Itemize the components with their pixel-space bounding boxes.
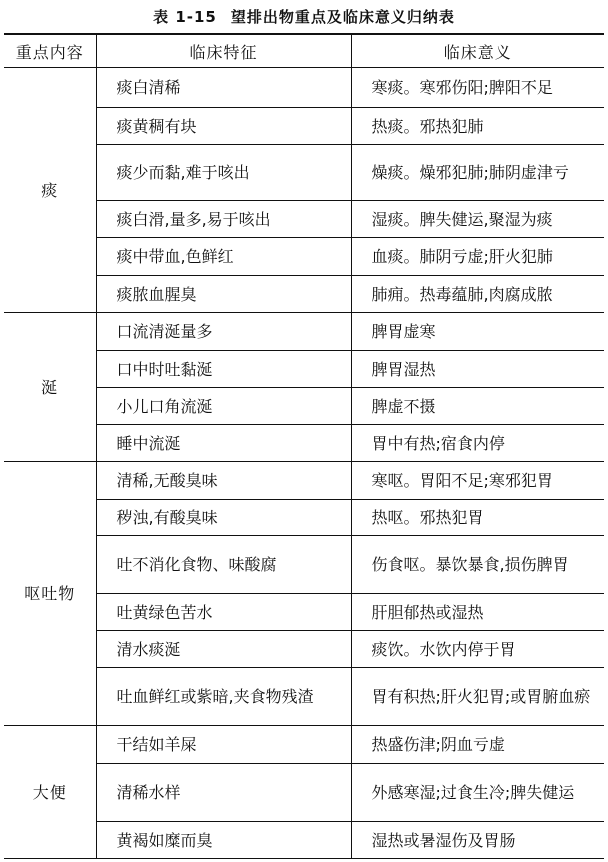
meaning-cell: 血痰。肺阴亏虚;肝火犯肺 bbox=[351, 238, 604, 276]
header-clinical-meaning: 临床意义 bbox=[443, 42, 512, 62]
feature-cell: 吐黄绿色苦水 bbox=[96, 594, 351, 631]
meaning-cell: 热痰。邪热犯肺 bbox=[351, 108, 604, 145]
category-cell-vomitus: 呕吐物 bbox=[4, 462, 96, 726]
meaning-cell: 寒呕。胃阳不足;寒邪犯胃 bbox=[351, 462, 604, 500]
feature-cell: 痰黄稠有块 bbox=[96, 108, 351, 145]
meaning-cell: 胃有积热;肝火犯胃;或胃腑血瘀 bbox=[351, 668, 604, 726]
category-cell-stool: 大便 bbox=[4, 726, 96, 859]
meaning-cell: 肺痈。热毒蕴肺,肉腐成脓 bbox=[351, 276, 604, 313]
meaning-cell: 伤食呕。暴饮暴食,损伤脾胃 bbox=[351, 536, 604, 594]
feature-cell: 睡中流涎 bbox=[96, 425, 351, 462]
feature-cell: 黄褐如糜而臭 bbox=[96, 822, 351, 859]
meaning-cell: 脾虚不摄 bbox=[351, 388, 604, 425]
meaning-cell: 湿热或暑湿伤及胃肠 bbox=[351, 822, 604, 859]
table-body bbox=[4, 68, 604, 859]
feature-cell: 干结如羊屎 bbox=[96, 726, 351, 764]
meaning-cell: 肝胆郁热或湿热 bbox=[351, 594, 604, 631]
feature-cell: 吐不消化食物、味酸腐 bbox=[96, 536, 351, 594]
feature-cell: 清稀水样 bbox=[96, 764, 351, 822]
feature-cell: 痰白滑,量多,易于咳出 bbox=[96, 201, 351, 238]
feature-cell: 清稀,无酸臭味 bbox=[96, 462, 351, 500]
feature-cell: 痰脓血腥臭 bbox=[96, 276, 351, 313]
meaning-cell: 脾胃湿热 bbox=[351, 351, 604, 388]
table-title: 望排出物重点及临床意义归纳表 bbox=[230, 8, 455, 26]
feature-cell: 小儿口角流涎 bbox=[96, 388, 351, 425]
feature-cell: 痰白清稀 bbox=[96, 68, 351, 108]
feature-cell: 秽浊,有酸臭味 bbox=[96, 500, 351, 536]
header-clinical-feature: 临床特征 bbox=[96, 34, 351, 68]
table-row bbox=[4, 462, 604, 500]
meaning-cell: 燥痰。燥邪犯肺;肺阴虚津亏 bbox=[351, 145, 604, 201]
table-header bbox=[4, 34, 604, 68]
feature-cell: 口中时吐黏涎 bbox=[96, 351, 351, 388]
meaning-cell: 脾胃虚寒 bbox=[351, 313, 604, 351]
meaning-cell: 胃中有热;宿食内停 bbox=[351, 425, 604, 462]
table-number: 表 1-15 bbox=[153, 8, 217, 26]
table-row bbox=[4, 68, 604, 108]
meaning-cell: 热盛伤津;阴血亏虚 bbox=[351, 726, 604, 764]
table-row bbox=[4, 313, 604, 351]
feature-cell: 口流清涎量多 bbox=[96, 313, 351, 351]
meaning-cell: 外感寒湿;过食生冷;脾失健运 bbox=[351, 764, 604, 822]
header-key-content: 重点内容 bbox=[4, 34, 96, 68]
summary-table bbox=[4, 33, 604, 859]
feature-cell: 痰中带血,色鲜红 bbox=[96, 238, 351, 276]
meaning-cell: 痰饮。水饮内停于胃 bbox=[351, 631, 604, 668]
category-cell-sputum: 痰 bbox=[4, 68, 96, 313]
meaning-cell: 寒痰。寒邪伤阳;脾阳不足 bbox=[351, 68, 604, 108]
meaning-cell: 热呕。邪热犯胃 bbox=[351, 500, 604, 536]
feature-cell: 清水痰涎 bbox=[96, 631, 351, 668]
table-row bbox=[4, 726, 604, 764]
meaning-cell: 湿痰。脾失健运,聚湿为痰 bbox=[351, 201, 604, 238]
feature-cell: 痰少而黏,难于咳出 bbox=[96, 145, 351, 201]
table-caption bbox=[0, 4, 608, 30]
header-row bbox=[4, 34, 604, 68]
feature-cell: 吐血鲜红或紫暗,夹食物残渣 bbox=[96, 668, 351, 726]
category-cell-saliva: 涎 bbox=[4, 313, 96, 462]
